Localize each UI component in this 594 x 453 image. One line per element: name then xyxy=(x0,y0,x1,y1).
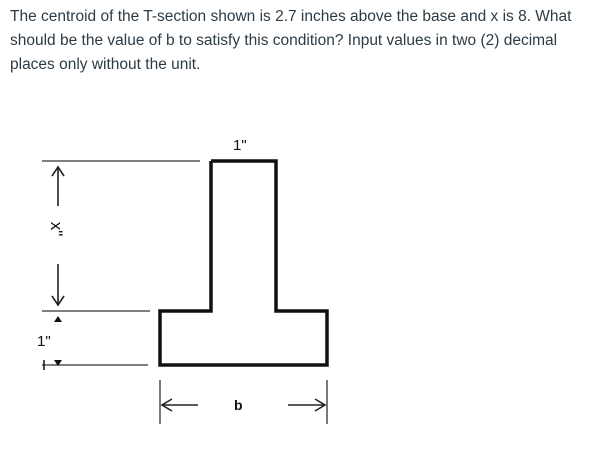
flange-width-label: b xyxy=(234,397,243,413)
top-width-label: 1" xyxy=(233,137,247,154)
t-section-outline xyxy=(160,161,327,365)
flange-dimension-up-arrowhead xyxy=(54,316,62,322)
question-text: The centroid of the T-section shown is 2.7 inches above the base and x is 8. What should be the value of b to satisfy this condition? Input values in two (2) decimal places only without the unit. xyxy=(10,8,572,73)
stem-height-label: x" xyxy=(47,221,66,237)
flange-thickness-label: 1" xyxy=(37,333,51,350)
